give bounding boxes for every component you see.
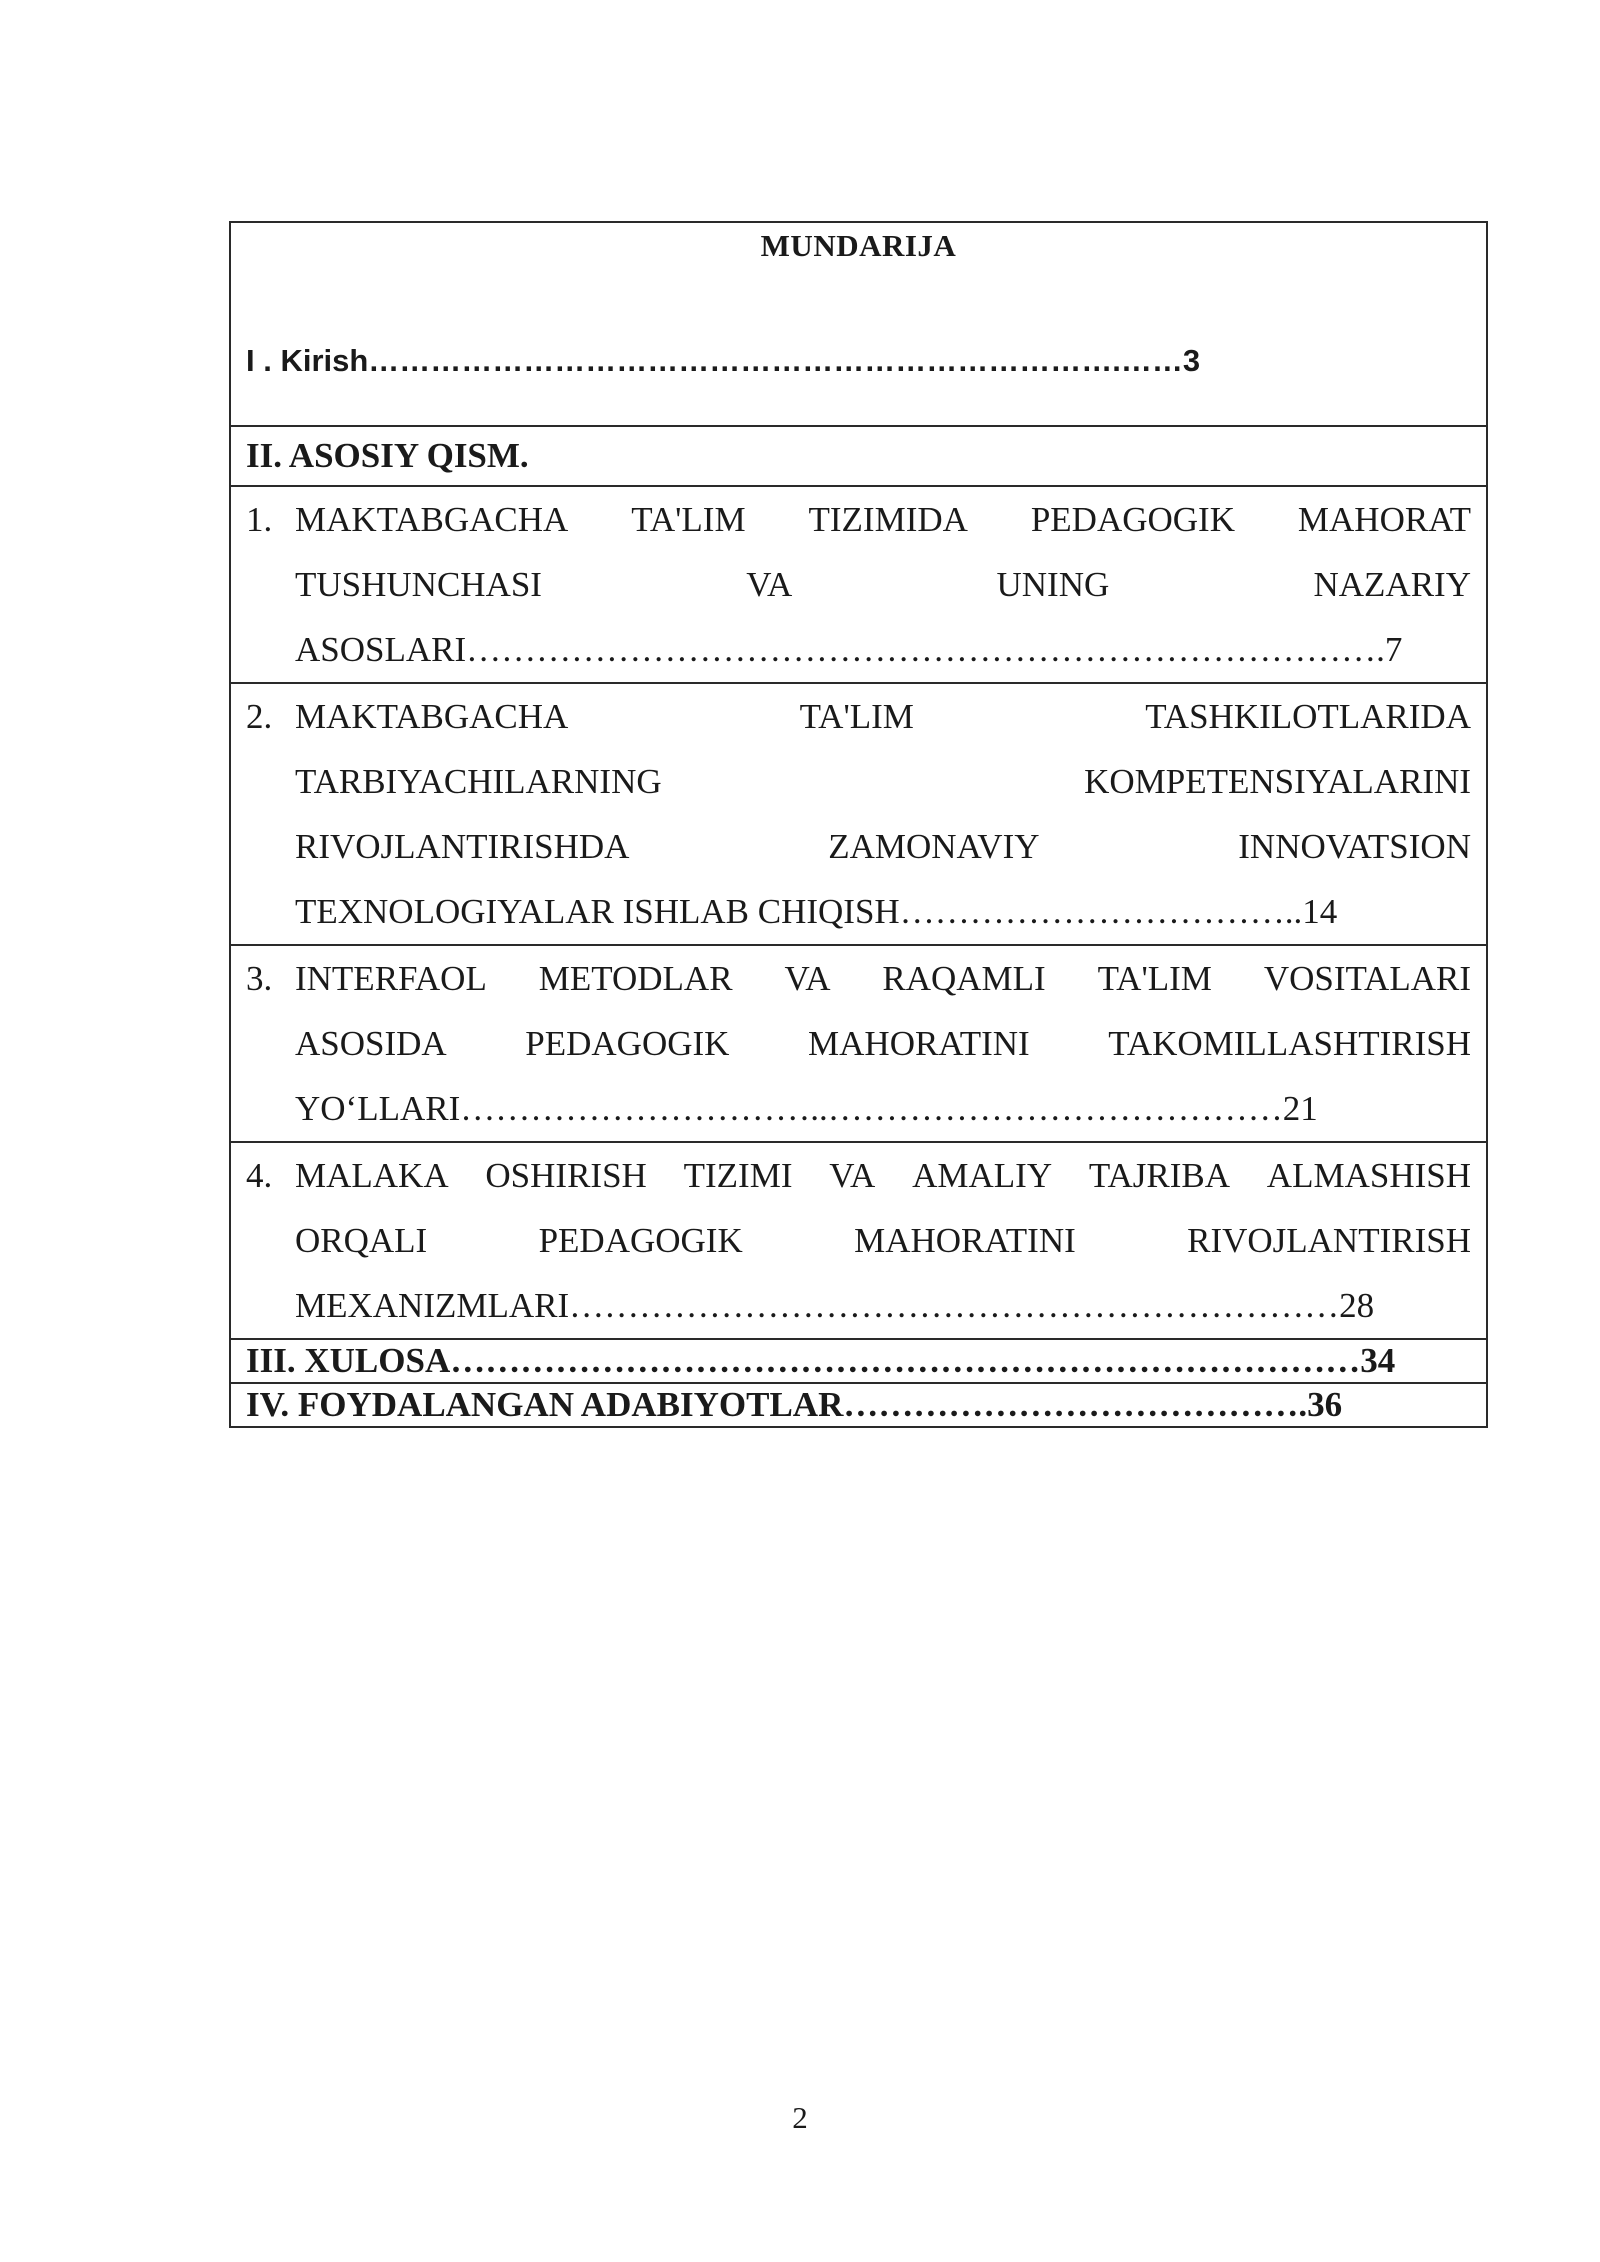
toc-word: ORQALI: [295, 1221, 428, 1260]
toc-word: MAHORAT: [1297, 500, 1471, 539]
toc-word: TASHKILOTLARIDA: [1145, 697, 1471, 736]
toc-item-row: [230, 1142, 1487, 1339]
toc-item-line: [295, 1143, 1471, 1208]
toc-word: TARBIYACHILARNING: [295, 762, 662, 801]
toc-word: ZAMONAVIY: [828, 827, 1040, 866]
toc-item-text: [295, 1143, 1471, 1338]
toc-item-last-line: MEXANIZMLARI…………………………………………………………28: [295, 1286, 1375, 1325]
toc-item-number: 3.: [246, 959, 273, 998]
toc-item-text: [295, 487, 1471, 682]
toc-main-section: II. ASOSIY QISM.: [230, 426, 1487, 486]
toc-title: MUNDARIJA: [760, 228, 957, 263]
toc-word: OSHIRISH: [485, 1156, 647, 1195]
toc-word: ALMASHISH: [1266, 1156, 1471, 1195]
toc-word: INTERFAOL: [295, 959, 487, 998]
toc-item-number: 1.: [246, 500, 273, 539]
toc-word: TA'LIM: [1097, 959, 1212, 998]
toc-header-row: [230, 222, 1487, 426]
toc-conclusion-row: [230, 1339, 1487, 1383]
toc-item-3: [246, 946, 1471, 1141]
toc-references-row: [230, 1383, 1487, 1427]
toc-item-text: [295, 946, 1471, 1141]
toc-item-line: [295, 1208, 1471, 1273]
toc-item-line: [295, 749, 1471, 814]
toc-entry-conclusion: III. XULOSA……………………………………………………………………34: [230, 1339, 1487, 1383]
toc-section-row: [230, 426, 1487, 486]
toc-word: NAZARIY: [1313, 565, 1471, 604]
toc-item-cell: [230, 945, 1487, 1142]
toc-item-line: [295, 552, 1471, 617]
toc-item-cell: [230, 683, 1487, 945]
toc-item-row: [230, 486, 1487, 683]
toc-word: INNOVATSION: [1238, 827, 1471, 866]
toc-word: RIVOJLANTIRISH: [1187, 1221, 1471, 1260]
toc-word: TIZIMIDA: [808, 500, 968, 539]
toc-item-last-line: TEXNOLOGIYALAR ISHLAB CHIQISH……………………………..14: [295, 892, 1338, 931]
toc-item-last-line: YO‘LLARI…………………………..…………………………………21: [295, 1089, 1318, 1128]
toc-word: TUSHUNCHASI: [295, 565, 542, 604]
toc-word: PEDAGOGIK: [1030, 500, 1235, 539]
toc-item-1: [246, 487, 1471, 682]
toc-item-number: 4.: [246, 1156, 273, 1195]
toc-word: MAKTABGACHA: [295, 500, 569, 539]
toc-word: METODLAR: [538, 959, 733, 998]
toc-item-number: 2.: [246, 697, 273, 736]
toc-item-line: [295, 814, 1471, 879]
toc-item-line: [295, 487, 1471, 552]
toc-word: MAHORATINI: [808, 1024, 1030, 1063]
toc-item-line: [295, 1011, 1471, 1076]
toc-word: TA'LIM: [631, 500, 746, 539]
toc-entry-introduction: I . Kirish……………………………………………………………….……3: [246, 343, 1201, 378]
toc-word: VA: [829, 1156, 876, 1195]
toc-item-last-line: ASOSLARI…………………………………………………………………….7: [295, 630, 1403, 669]
table-of-contents: [229, 221, 1488, 1428]
page-number: 2: [792, 2100, 808, 2135]
toc-word: TAJRIBA: [1088, 1156, 1230, 1195]
toc-word: UNING: [996, 565, 1110, 604]
toc-word: KOMPETENSIYALARINI: [1084, 762, 1471, 801]
toc-word: TA'LIM: [799, 697, 914, 736]
toc-item-cell: [230, 486, 1487, 683]
toc-item-row: [230, 683, 1487, 945]
toc-word: RIVOJLANTIRISHDA: [295, 827, 630, 866]
toc-item-4: [246, 1143, 1471, 1338]
toc-item-row: [230, 945, 1487, 1142]
toc-word: VA: [784, 959, 831, 998]
toc-word: RAQAMLI: [882, 959, 1046, 998]
toc-word: MALAKA: [295, 1156, 449, 1195]
toc-word: VOSITALARI: [1263, 959, 1471, 998]
toc-word: PEDAGOGIK: [538, 1221, 743, 1260]
toc-word: TAKOMILLASHTIRISH: [1108, 1024, 1471, 1063]
toc-header-cell: [230, 222, 1487, 426]
toc-word: AMALIY: [912, 1156, 1053, 1195]
toc-word: TIZIMI: [683, 1156, 793, 1195]
toc-item-2: [246, 684, 1471, 944]
toc-word: ASOSIDA: [295, 1024, 447, 1063]
toc-item-cell: [230, 1142, 1487, 1339]
toc-item-text: [295, 684, 1471, 944]
toc-word: PEDAGOGIK: [525, 1024, 730, 1063]
toc-word: MAKTABGACHA: [295, 697, 569, 736]
toc-word: MAHORATINI: [854, 1221, 1076, 1260]
toc-word: VA: [746, 565, 793, 604]
toc-item-line: [295, 946, 1471, 1011]
toc-entry-references: IV. FOYDALANGAN ADABIYOTLAR………………………………….36: [230, 1383, 1487, 1427]
toc-item-line: [295, 684, 1471, 749]
